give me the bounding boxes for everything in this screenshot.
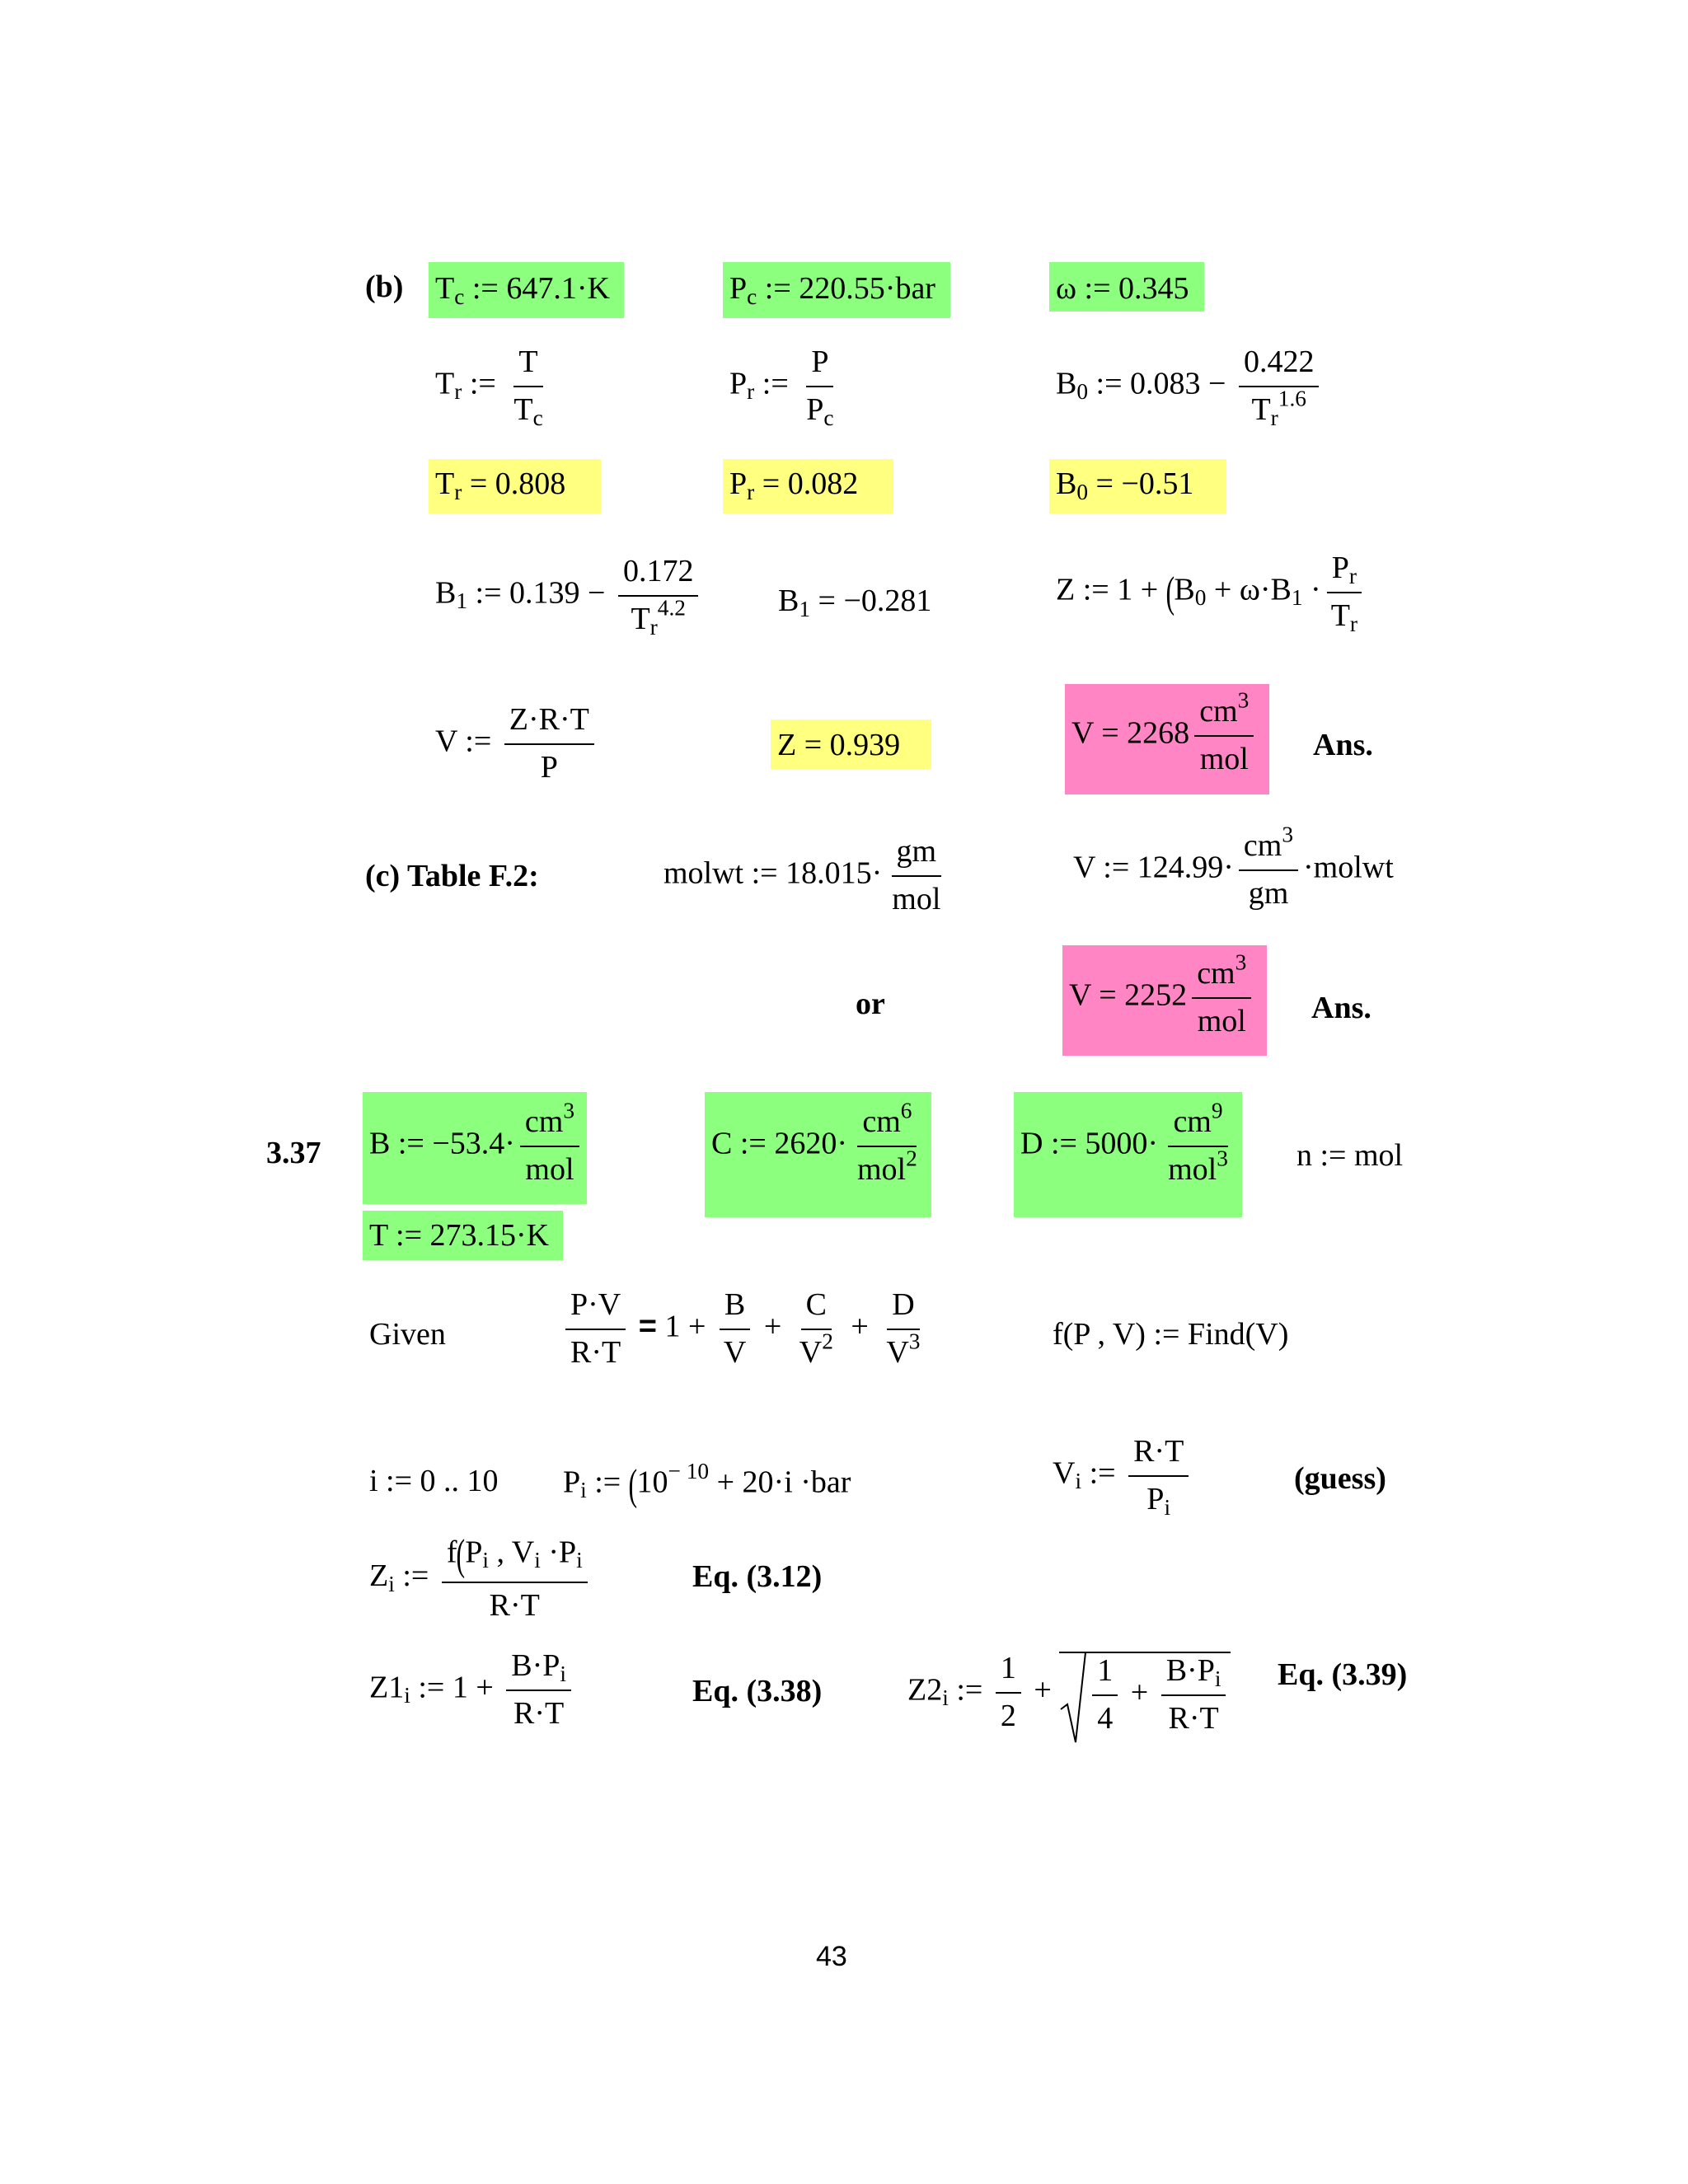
b-coeff-definition: B := −53.4· $\frac{cm^3}{\text{mol}}$ — [369, 1104, 584, 1188]
b0-result: $B_0 = -0.51$ — [1056, 466, 1194, 504]
find-definition: f(P , V) := Find(V) — [1053, 1317, 1289, 1352]
label-c: (c) Table F.2: — [365, 859, 539, 893]
zi-definition: $Z_i$ := $\frac{f(P_i , V_i \cdot P_i}{R\cdot T}$ — [369, 1533, 593, 1624]
v-table-result: V = 2252 $\frac{cm^3}{\text{mol}}$ — [1069, 956, 1256, 1039]
guess-label: (guess) — [1294, 1461, 1386, 1496]
i-range: i := 0 .. 10 — [369, 1464, 499, 1498]
z1-definition: $Z1_i$ := 1 + $\frac{B\cdot P_i}{R\cdot T}$ — [369, 1648, 576, 1732]
b0-definition: $B_0$ := 0.083 − $\frac{0.422}{T_r^{1.6}}$ — [1056, 344, 1324, 428]
label-b: (b) — [365, 269, 404, 304]
eq-3-38-label: Eq. (3.38) — [692, 1674, 823, 1708]
pi-definition: $P_i$ := ($10^{- 10} + 20\cdot i \cdot bar$ — [563, 1458, 851, 1509]
d-coeff-definition: D := 5000· $\frac{cm^9}{mol^3}$ — [1020, 1098, 1228, 1187]
t-definition: T := 273.15·K — [369, 1218, 550, 1253]
b1-result: $B_1 = -0.281$ — [778, 583, 932, 621]
z2-definition: $Z2_i$ := $\frac{1}{2}$ + $\frac{1}{4}$ + $\frac{B\cdot P_i}{R\cdot T}$ — [907, 1648, 1231, 1736]
c-coeff-definition: C := 2620· $\frac{cm^6}{mol^2}$ — [711, 1098, 917, 1187]
molwt-definition: molwt := 18.015· $\frac{gm}{\text{mol}}$ — [663, 834, 941, 916]
pr-definition: $P_r$ := $\frac{P}{P_c}$ — [729, 344, 834, 430]
tc-definition: $T_c$ := 647.1·K — [435, 271, 610, 309]
problem-label-3-37: 3.37 — [266, 1136, 321, 1170]
n-definition: n := mol — [1296, 1138, 1404, 1173]
tr-result: $T_r = 0.808$ — [435, 466, 566, 504]
b1-definition: $B_1$ := 0.139 − $\frac{0.172}{T_r^{4.2}}$ — [435, 554, 703, 637]
or-label: or — [856, 987, 885, 1021]
answer-label-1: Ans. — [1313, 728, 1373, 762]
z-result: Z = 0.939 — [777, 728, 901, 762]
tr-definition: $T_r$ := $\frac{T}{T_c}$ — [435, 344, 543, 430]
vi-definition: $V_i$ := $\frac{R\cdot T}{P_i}$ — [1053, 1434, 1193, 1517]
pc-definition: $P_c$ := 220.55·bar — [729, 271, 935, 309]
eq-3-12-label: Eq. (3.12) — [692, 1559, 823, 1594]
pr-result: $P_r = 0.082$ — [729, 466, 859, 504]
virial-equation: $\frac{P\cdot V}{R\cdot T}$ = 1 + $\frac{B}{V}$ + $\frac{C}{V^2}$ + $\frac{D}{V^3}$ — [560, 1287, 930, 1371]
given-label: Given — [369, 1317, 446, 1352]
v-definition: V := $\frac{Z\cdot R\cdot T}{P}$ — [435, 702, 599, 785]
v-table-definition: V := 124.99· $\frac{cm^3}{gm}$ ·molwt — [1073, 822, 1394, 911]
eq-3-39-label: Eq. (3.39) — [1278, 1657, 1408, 1692]
page-number: 43 — [816, 1941, 847, 1972]
z-definition: Z := $1 + (B_0 + \omega\cdot B_1$ · $\frac{P_r}{T_r}$ — [1056, 551, 1367, 634]
answer-label-2: Ans. — [1311, 991, 1372, 1025]
omega-definition: ω := 0.345 — [1056, 271, 1189, 306]
v-result: V = 2268 $\frac{cm^3}{\text{mol}}$ — [1071, 694, 1259, 777]
sqrt-sign: $\frac{1}{4}$ + $\frac{B\cdot P_i}{R\cdot T}$ — [1059, 1652, 1231, 1736]
